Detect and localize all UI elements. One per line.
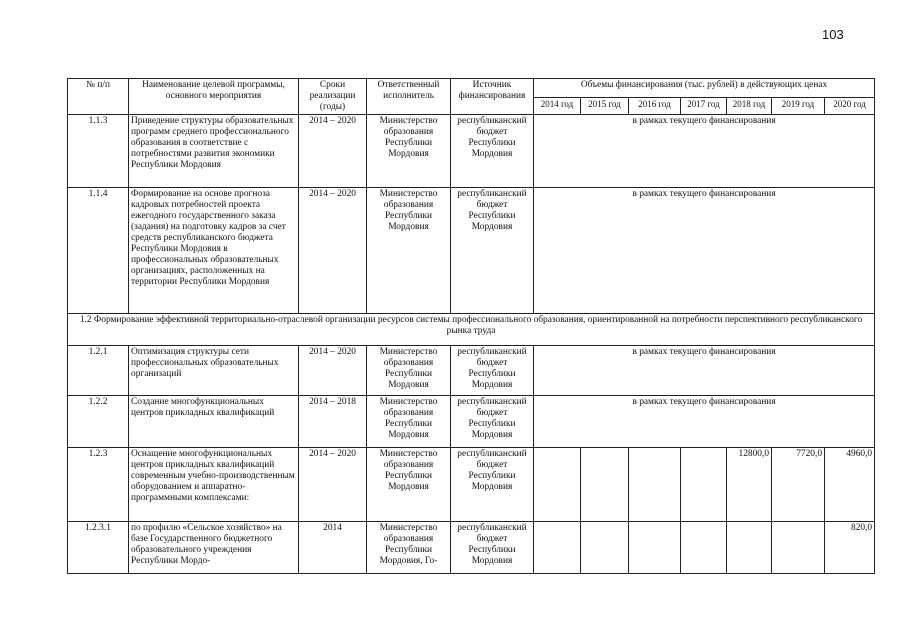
section-title: 1.2 Формирование эффективной территориально-отраслевой организации ресурсов системы профессионального образования, ориентированной на потребности перспективного республиканского рынка труда bbox=[68, 314, 875, 346]
row-num: 1.2.3.1 bbox=[68, 522, 129, 574]
row-period: 2014 – 2020 bbox=[299, 448, 367, 522]
row-value bbox=[772, 522, 825, 574]
row-funding-note: в рамках текущего финансирования bbox=[534, 396, 875, 448]
table-row bbox=[68, 188, 875, 314]
row-source: республиканский бюджет Республики Мордовия bbox=[451, 188, 534, 314]
page-number: 103 bbox=[822, 27, 844, 42]
row-value: 820,0 bbox=[825, 522, 875, 574]
header-year: 2015 год bbox=[581, 98, 629, 115]
row-num: 1.1.3 bbox=[68, 115, 129, 188]
row-funding-note: в рамках текущего финансирования bbox=[534, 115, 875, 188]
header-executor: Ответственный исполнитель bbox=[367, 79, 451, 115]
row-value: 12800,0 bbox=[727, 448, 772, 522]
table-row bbox=[68, 346, 875, 396]
row-source: республиканский бюджет Республики Мордовия bbox=[451, 522, 534, 574]
row-value bbox=[581, 448, 629, 522]
header-year: 2019 год bbox=[772, 98, 825, 115]
row-period: 2014 bbox=[299, 522, 367, 574]
program-table bbox=[67, 78, 875, 574]
row-executor: Министерство образования Республики Мордовия bbox=[367, 346, 451, 396]
row-value bbox=[534, 522, 581, 574]
row-num: 1.2.2 bbox=[68, 396, 129, 448]
header-period: Сроки реализации (годы) bbox=[299, 79, 367, 115]
row-value bbox=[681, 448, 727, 522]
row-name: Формирование на основе прогноза кадровых потребностей проекта ежегодного государственного заказа (задания) на подготовку кадров за счет средств республиканского бюджета Республики Мордовия в профессиональных образовательных организациях, расположенных на территории Республики Мордовия bbox=[129, 188, 299, 314]
row-period: 2014 – 2018 bbox=[299, 396, 367, 448]
row-value bbox=[629, 448, 681, 522]
row-executor: Министерство образования Республики Мордовия bbox=[367, 115, 451, 188]
header-name: Наименование целевой программы, основного мероприятия bbox=[129, 79, 299, 115]
row-value bbox=[534, 448, 581, 522]
row-value: 7720,0 bbox=[772, 448, 825, 522]
section-row bbox=[68, 314, 875, 346]
row-name: Оснащение многофункциональных центров прикладных квалификаций современным учебно-производственным оборудованием и аппаратно-программными комплексами: bbox=[129, 448, 299, 522]
row-value bbox=[629, 522, 681, 574]
header-year: 2020 год bbox=[825, 98, 875, 115]
row-source: республиканский бюджет Республики Мордовия bbox=[451, 396, 534, 448]
header-source: Источник финансирования bbox=[451, 79, 534, 115]
header-num: № п/п bbox=[68, 79, 129, 115]
header-year: 2018 год bbox=[727, 98, 772, 115]
row-num: 1.2.3 bbox=[68, 448, 129, 522]
row-value bbox=[681, 522, 727, 574]
table-row bbox=[68, 448, 875, 522]
row-period: 2014 – 2020 bbox=[299, 188, 367, 314]
row-value bbox=[727, 522, 772, 574]
row-funding-note: в рамках текущего финансирования bbox=[534, 346, 875, 396]
row-name: Приведение структуры образовательных программ среднего профессионального образования в соответствие с потребностями развития экономики Республики Мордовия bbox=[129, 115, 299, 188]
row-value bbox=[581, 522, 629, 574]
row-period: 2014 – 2020 bbox=[299, 115, 367, 188]
header-funding: Объемы финансирования (тыс. рублей) в действующих ценах bbox=[534, 79, 875, 98]
row-executor: Министерство образования Республики Мордовия bbox=[367, 188, 451, 314]
row-num: 1.2.1 bbox=[68, 346, 129, 396]
row-name: Создание многофункциональных центров прикладных квалификаций bbox=[129, 396, 299, 448]
table-row bbox=[68, 115, 875, 188]
table-row bbox=[68, 522, 875, 574]
row-name: по профилю «Сельское хозяйство» на базе Государственного бюджетного образовательного учреждения Республики Мордо- bbox=[129, 522, 299, 574]
row-executor: Министерство образования Республики Мордовия bbox=[367, 448, 451, 522]
row-period: 2014 – 2020 bbox=[299, 346, 367, 396]
row-source: республиканский бюджет Республики Мордовия bbox=[451, 346, 534, 396]
row-name: Оптимизация структуры сети профессиональных образовательных организаций bbox=[129, 346, 299, 396]
row-num: 1.1.4 bbox=[68, 188, 129, 314]
table-row bbox=[68, 396, 875, 448]
row-source: республиканский бюджет Республики Мордовия bbox=[451, 115, 534, 188]
header-year: 2014 год bbox=[534, 98, 581, 115]
row-source: республиканский бюджет Республики Мордовия bbox=[451, 448, 534, 522]
header-year: 2016 год bbox=[629, 98, 681, 115]
row-executor: Министерство образования Республики Мордовия, Го- bbox=[367, 522, 451, 574]
row-executor: Министерство образования Республики Мордовия bbox=[367, 396, 451, 448]
row-funding-note: в рамках текущего финансирования bbox=[534, 188, 875, 314]
header-year: 2017 год bbox=[681, 98, 727, 115]
row-value: 4960,0 bbox=[825, 448, 875, 522]
